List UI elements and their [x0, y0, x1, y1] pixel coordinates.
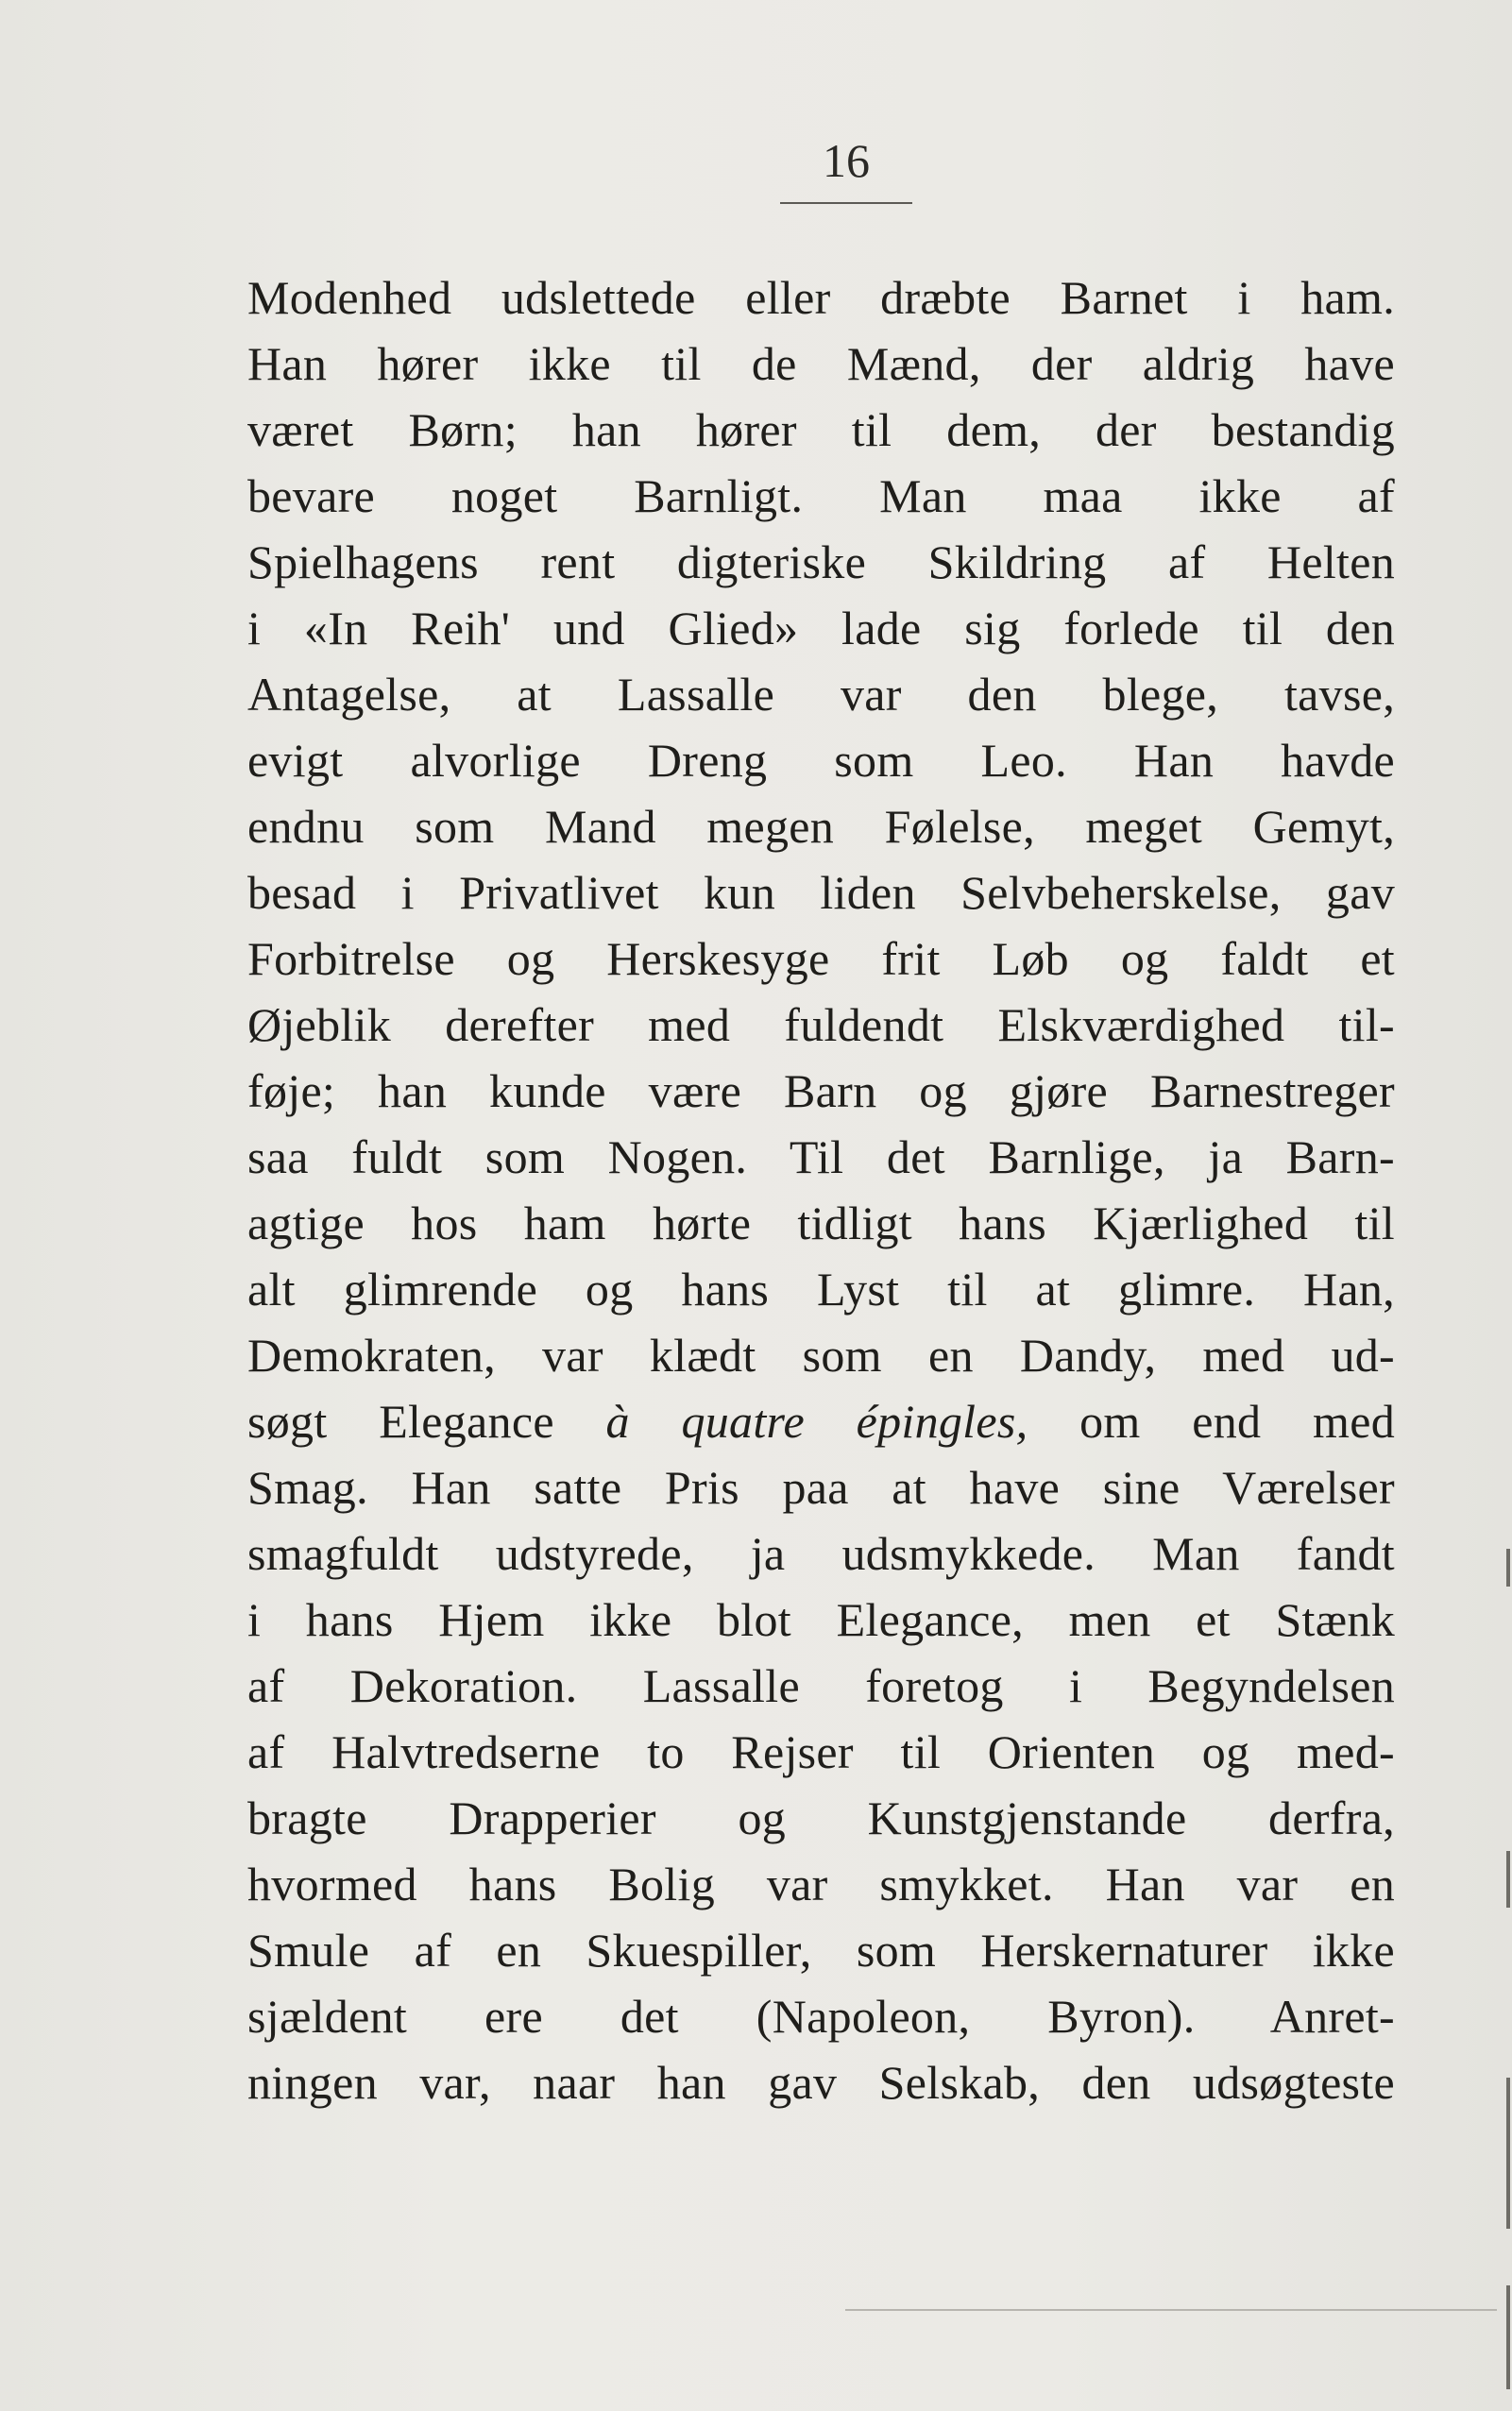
page-number: 16	[823, 134, 870, 187]
text-line: endnu som Mand megen Følelse, meget Gemyt,	[247, 800, 1395, 853]
text-line: i «In Reih' und Glied» lade sig forlede til den	[247, 602, 1395, 654]
page-edge-mark	[1506, 2078, 1510, 2229]
text-line: Modenhed udslettede eller dræbte Barnet i ham.	[247, 271, 1395, 324]
text-line: Han hører ikke til de Mænd, der aldrig have	[247, 337, 1395, 390]
page-edge-mark	[1506, 2285, 1510, 2389]
text-line: saa fuldt som Nogen. Til det Barnlige, ja Barn-	[247, 1130, 1395, 1183]
italic-phrase: à quatre épingles,	[605, 1395, 1028, 1448]
text-line: agtige hos ham hørte tidligt hans Kjærlighed til	[247, 1197, 1395, 1249]
page-number-rule	[780, 202, 912, 204]
bottom-edge-line	[845, 2309, 1497, 2311]
text-line: føje; han kunde være Barn og gjøre Barnestreger	[247, 1064, 1395, 1117]
text-line: bragte Drapperier og Kunstgjenstande derfra,	[247, 1791, 1395, 1844]
text-line: Demokraten, var klædt som en Dandy, med ud-	[247, 1329, 1395, 1382]
text-line: alt glimrende og hans Lyst til at glimre. Han,	[247, 1263, 1395, 1316]
text-segment: om end med	[1028, 1395, 1395, 1448]
text-line: Spielhagens rent digteriske Skildring af Helten	[247, 535, 1395, 588]
text-line: Antagelse, at Lassalle var den blege, tavse,	[247, 668, 1395, 721]
text-line: Forbitrelse og Herskesyge frit Løb og faldt et	[247, 932, 1395, 985]
text-line: hvormed hans Bolig var smykket. Han var en	[247, 1858, 1395, 1910]
page-edge-mark	[1506, 1549, 1510, 1587]
text-line: været Børn; han hører til dem, der bestandig	[247, 403, 1395, 456]
text-segment: søgt Elegance	[247, 1395, 606, 1448]
text-line-with-italic	[247, 1388, 1395, 1454]
text-line: Øjeblik derefter med fuldendt Elskværdighed til-	[247, 998, 1395, 1051]
text-line: af Dekoration. Lassalle foretog i Begyndelsen	[247, 1659, 1395, 1712]
text-line: ningen var, naar han gav Selskab, den udsøgteste	[247, 2056, 1395, 2109]
text-line: Smag. Han satte Pris paa at have sine Værelser	[247, 1461, 1395, 1514]
text-line: besad i Privatlivet kun liden Selvbeherskelse, gav	[247, 866, 1395, 919]
text-line: af Halvtredserne to Rejser til Orienten og med-	[247, 1725, 1395, 1778]
text-line: bevare noget Barnligt. Man maa ikke af	[247, 469, 1395, 522]
text-line: Smule af en Skuespiller, som Herskernaturer ikke	[247, 1924, 1395, 1977]
page-edge-mark	[1506, 1851, 1510, 1908]
text-line: smagfuldt udstyrede, ja udsmykkede. Man fandt	[247, 1527, 1395, 1580]
text-line: i hans Hjem ikke blot Elegance, men et Stænk	[247, 1593, 1395, 1646]
body-text	[247, 264, 1395, 2115]
text-line: sjældent ere det (Napoleon, Byron). Anret-	[247, 1990, 1395, 2043]
text-line: evigt alvorlige Dreng som Leo. Han havde	[247, 734, 1395, 787]
